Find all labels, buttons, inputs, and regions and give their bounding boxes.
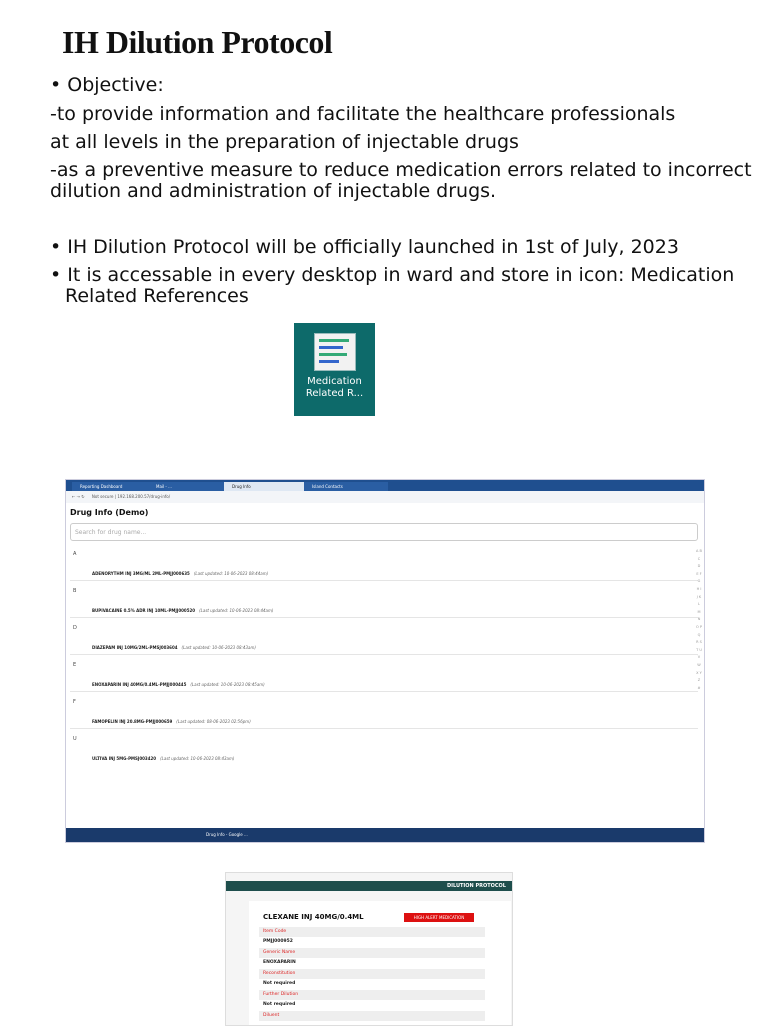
field-value: Not required bbox=[263, 981, 296, 986]
address-text: Not secure | 192.168.200.57/drug-info/ bbox=[91, 494, 171, 499]
drug-search-input[interactable]: Search for drug name... bbox=[70, 523, 698, 541]
browser-tab[interactable]: Island Contacts bbox=[304, 482, 388, 491]
drug-link[interactable]: BUPIVACAINE 0.5% ADR INJ 10ML-PMJJ000520 (Last updated: 10-06-2023 08:44am) bbox=[92, 608, 274, 613]
objective-line: dilution and administration of injectable drugs. bbox=[50, 180, 497, 202]
drug-link[interactable]: ULTIVA INJ 5MG-PMSJ003420 (Last updated: 10-06-2023 08:43am) bbox=[92, 756, 235, 761]
group-letter: F bbox=[73, 699, 76, 705]
field-value: Not required bbox=[263, 1002, 296, 1007]
taskbar-chrome-item[interactable]: Drug Info - Google ... bbox=[206, 832, 248, 837]
field-value: ENOXAPARIN bbox=[263, 960, 296, 965]
drug-link[interactable]: ADENORYTHM INJ 3MG/ML 2ML-PMJJ000635 (Last updated: 10-06-2023 08:44am) bbox=[92, 571, 269, 576]
drug-info-browser-screenshot bbox=[65, 479, 705, 843]
drug-link[interactable]: DIAZEPAM INJ 10MG/2ML-PMSJ003604 (Last updated: 10-06-2023 08:43am) bbox=[92, 645, 256, 650]
nav-arrows-icon[interactable]: ← → ↻ bbox=[72, 494, 85, 499]
dilution-protocol-card bbox=[225, 872, 513, 1026]
field-value: PMJJ000952 bbox=[263, 939, 293, 944]
browser-tab[interactable]: Mail - ... bbox=[148, 482, 228, 491]
document-icon bbox=[314, 333, 356, 371]
browser-tab-bar bbox=[66, 480, 704, 491]
desktop-icon-label: Medication Related R... bbox=[305, 376, 364, 399]
card-drug-name: CLEXANE INJ 40MG/0.4ML bbox=[263, 913, 364, 921]
field-label: Reconstitution bbox=[259, 969, 485, 979]
address-bar[interactable] bbox=[66, 491, 704, 503]
alphabet-index[interactable]: A B C D E F G H I J K L M N O P Q R S T U V W X Y Z # bbox=[696, 549, 702, 690]
windows-taskbar bbox=[66, 828, 704, 842]
group-letter: A bbox=[73, 551, 77, 557]
card-header: DILUTION PROTOCOL bbox=[226, 881, 512, 891]
field-label: Further Dilution bbox=[259, 990, 485, 1000]
drug-link[interactable]: FAMOPELIN INJ 20.8MG-PMJJ000659 (Last updated: 08-06-2023 02:56pm) bbox=[92, 719, 251, 724]
launch-bullet: • IH Dilution Protocol will be officially launched in 1st of July, 2023 bbox=[50, 236, 679, 258]
drug-link[interactable]: ENOXAPARIN INJ 40MG/0.4ML-PMJJ000445 (Last updated: 10-06-2023 08:45am) bbox=[92, 682, 265, 687]
access-bullet-cont: Related References bbox=[65, 285, 249, 307]
card-body bbox=[249, 901, 511, 1025]
field-label: Item Code bbox=[259, 927, 485, 937]
group-letter: B bbox=[73, 588, 77, 594]
access-bullet: • It is accessable in every desktop in ward and store in icon: Medication bbox=[50, 264, 735, 286]
high-alert-badge: HIGH ALERT MEDICATION bbox=[404, 913, 474, 922]
page-title: IH Dilution Protocol bbox=[62, 24, 333, 60]
group-letter: D bbox=[73, 625, 77, 631]
browser-tab[interactable]: Reporting Dashboard bbox=[72, 482, 152, 491]
objective-heading: • Objective: bbox=[50, 74, 164, 96]
medication-references-desktop-icon[interactable] bbox=[294, 323, 375, 416]
objective-line: at all levels in the preparation of injectable drugs bbox=[50, 131, 519, 153]
field-label: Generic Name bbox=[259, 948, 485, 958]
drug-info-title: Drug Info (Demo) bbox=[70, 508, 149, 517]
field-label: Diluent bbox=[259, 1011, 485, 1021]
browser-tab-active[interactable]: Drug Info bbox=[224, 482, 308, 491]
objective-line: -to provide information and facilitate the healthcare professionals bbox=[50, 103, 676, 125]
objective-line: -as a preventive measure to reduce medication errors related to incorrect bbox=[50, 159, 752, 181]
group-letter: U bbox=[73, 736, 77, 742]
group-letter: E bbox=[73, 662, 77, 668]
